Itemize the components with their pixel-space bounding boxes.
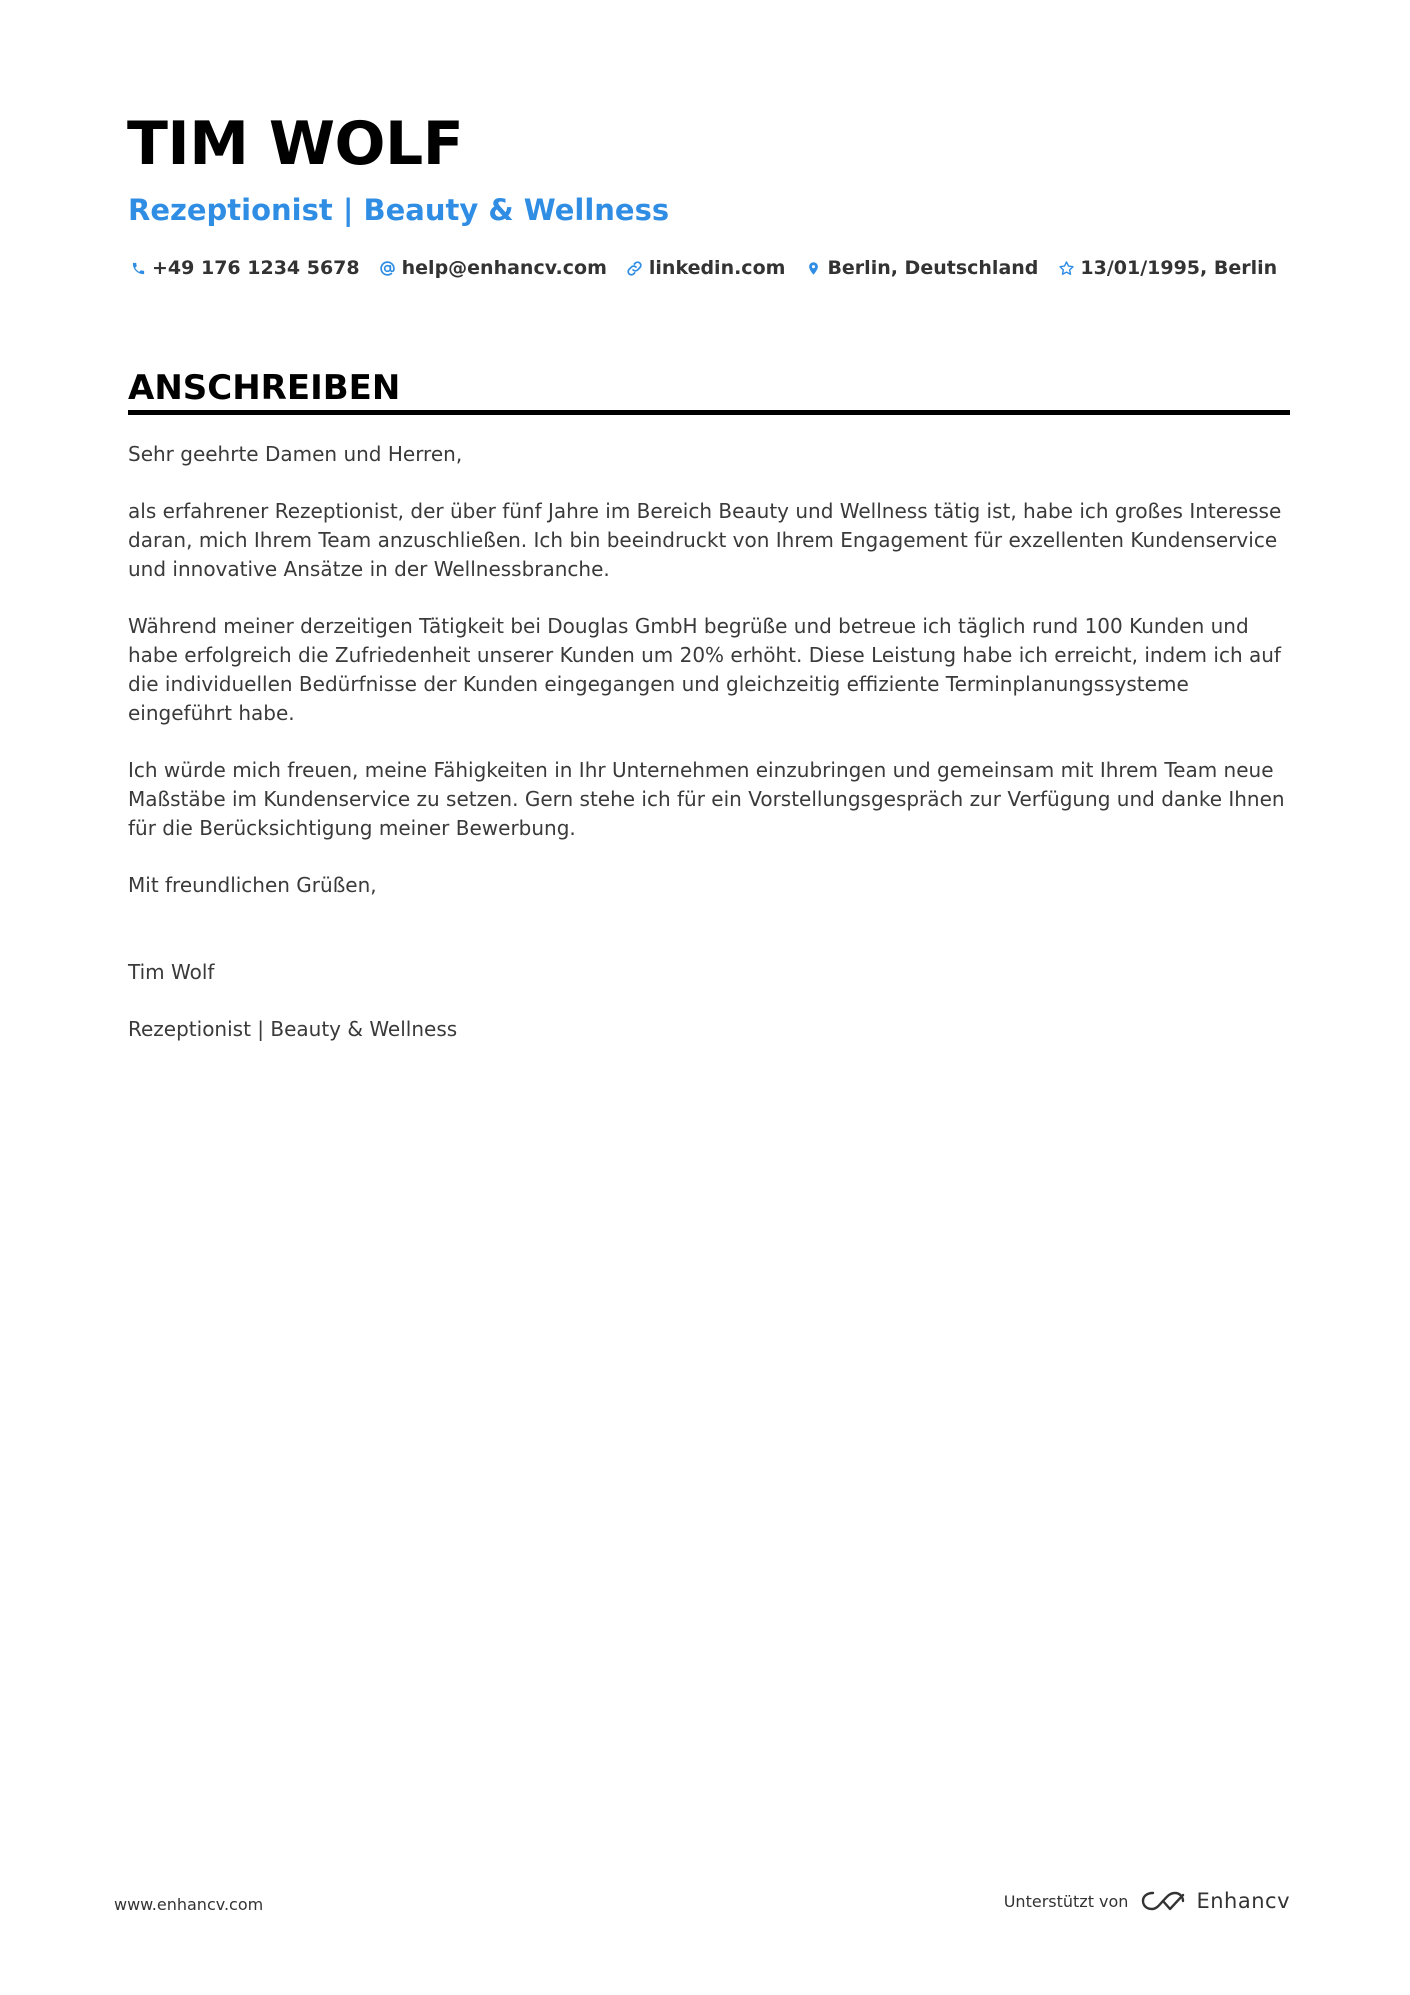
section-title: ANSCHREIBEN bbox=[128, 368, 401, 408]
star-icon bbox=[1056, 258, 1076, 278]
signature-title: Rezeptionist | Beauty & Wellness bbox=[128, 1017, 458, 1041]
paragraph-2: Während meiner derzeitigen Tätigkeit bei Douglas GmbH begrüße und betreue ich täglich rund 100 Kunden und habe erfolgreich die Zufriedenheit unserer Kunden um 20% erhöht. Diese Leistung habe ich erreicht, indem ich auf die individuellen Bedürfnisse der Kunden eingegangen und gleichzeitig effiziente Terminplanungssysteme eingeführt habe. bbox=[128, 614, 1281, 725]
contact-birthdate bbox=[1056, 257, 1277, 279]
contact-location-text: Berlin, Deutschland bbox=[827, 257, 1039, 279]
enhancv-logo-icon bbox=[1140, 1889, 1186, 1913]
powered-by-label: Unterstützt von bbox=[1003, 1891, 1129, 1911]
signature-name: Tim Wolf bbox=[128, 960, 215, 984]
contact-linkedin bbox=[625, 257, 786, 279]
contact-location bbox=[803, 257, 1038, 279]
closing: Mit freundlichen Grüßen, bbox=[128, 873, 377, 897]
applicant-name: TIM WOLF bbox=[127, 109, 464, 179]
footer-brand bbox=[1004, 1886, 1290, 1916]
contact-email bbox=[378, 257, 607, 279]
footer-url[interactable]: www.enhancv.com bbox=[114, 1895, 264, 1914]
section-divider bbox=[128, 410, 1290, 415]
contact-phone bbox=[128, 257, 360, 279]
contact-email-text: help@enhancv.com bbox=[401, 257, 607, 279]
at-icon bbox=[378, 258, 398, 278]
phone-icon bbox=[128, 258, 148, 278]
salutation: Sehr geehrte Damen und Herren, bbox=[128, 442, 463, 466]
location-pin-icon bbox=[803, 258, 823, 278]
letter-body bbox=[128, 440, 1298, 1072]
enhancv-logo-text: Enhancv bbox=[1196, 1889, 1290, 1913]
contact-birthdate-text: 13/01/1995, Berlin bbox=[1080, 257, 1278, 279]
applicant-title: Rezeptionist | Beauty & Wellness bbox=[128, 193, 670, 227]
contact-linkedin-text: linkedin.com bbox=[648, 257, 786, 279]
paragraph-3: Ich würde mich freuen, meine Fähigkeiten in Ihr Unternehmen einzubringen und gemeinsam mit Ihrem Team neue Maßstäbe im Kundenservice zu setzen. Gern stehe ich für ein Vorstellungsgespräch zur Verfügung und danke Ihnen für die Berücksichtigung meiner Bewerbung. bbox=[128, 758, 1285, 840]
link-icon bbox=[625, 258, 645, 278]
contact-bar bbox=[128, 252, 1308, 284]
paragraph-1: als erfahrener Rezeptionist, der über fünf Jahre im Bereich Beauty und Wellness tätig ist, habe ich großes Interesse daran, mich Ihrem Team anzuschließen. Ich bin beeindruckt von Ihrem Engagement für exzellenten Kundenservice und innovative Ansätze in der Wellnessbranche. bbox=[128, 499, 1282, 581]
contact-phone-text: +49 176 1234 5678 bbox=[152, 257, 360, 279]
